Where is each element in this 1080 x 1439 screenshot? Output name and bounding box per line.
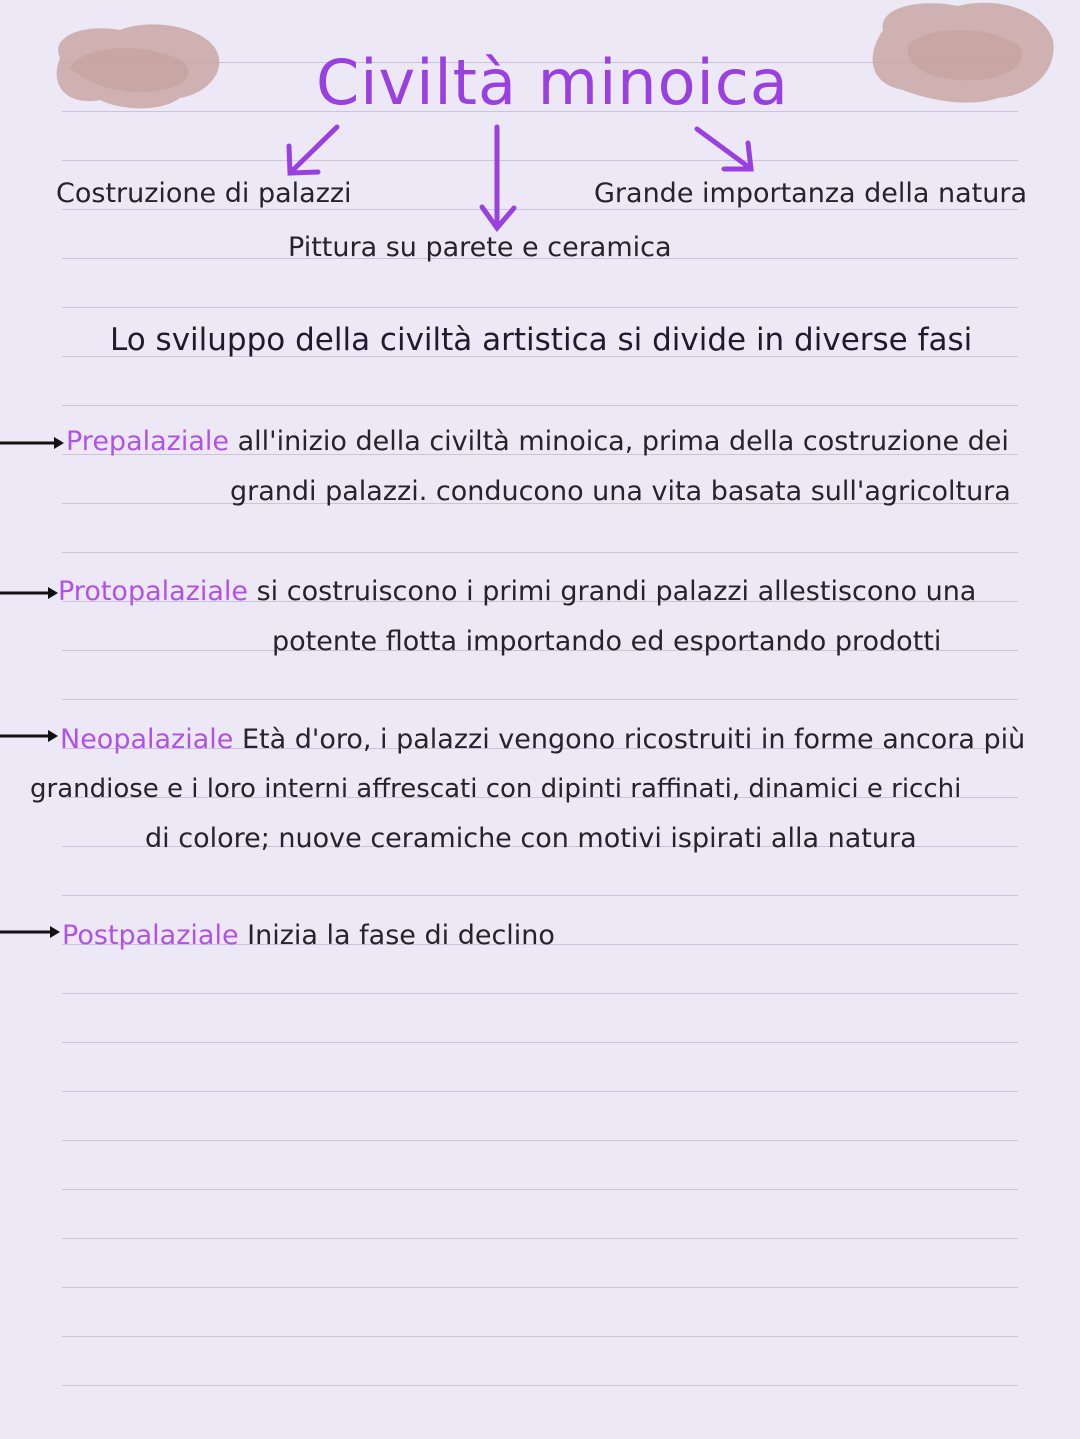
rule-line xyxy=(62,405,1018,406)
phase-name: Prepalaziale xyxy=(66,426,229,457)
phase-text: si costruiscono i primi grandi palazzi allestiscono una xyxy=(256,576,977,607)
phase-postpalaziale-line-1 xyxy=(62,920,555,951)
bullet-arrow-icon xyxy=(0,922,62,942)
phase-name: Protopalaziale xyxy=(58,576,249,607)
bullet-arrow-icon xyxy=(0,433,66,453)
phase-protopalaziale-line-1 xyxy=(58,576,976,607)
page-title: Civiltà minoica xyxy=(316,46,789,119)
arrow-down-icon xyxy=(482,127,514,228)
bullet-arrow-icon xyxy=(0,726,60,746)
branch-right-label: Grande importanza della natura xyxy=(594,178,1028,209)
phase-name: Postpalaziale xyxy=(62,920,239,951)
arrow-left-icon xyxy=(289,127,337,173)
phase-neopalaziale-line-3: di colore; nuove ceramiche con motivi ispirati alla natura xyxy=(145,823,917,854)
arrow-right-icon xyxy=(697,129,751,169)
branch-left-label: Costruzione di palazzi xyxy=(56,178,352,209)
rule-line xyxy=(62,1385,1018,1386)
intro-sentence: Lo sviluppo della civiltà artistica si divide in diverse fasi xyxy=(110,322,973,358)
phase-neopalaziale-line-1 xyxy=(60,724,1025,755)
branch-middle-label: Pittura su parete e ceramica xyxy=(288,232,672,263)
phase-prepalaziale-line-1 xyxy=(66,426,1009,457)
rule-line xyxy=(62,1140,1018,1141)
rule-line xyxy=(62,1042,1018,1043)
phase-prepalaziale-line-2: grandi palazzi. conducono una vita basata sull'agricoltura xyxy=(230,476,1011,507)
rule-line xyxy=(62,1336,1018,1337)
rule-line xyxy=(62,552,1018,553)
rule-line xyxy=(62,895,1018,896)
phase-neopalaziale-line-2: grandiose e i loro interni affrescati con dipinti raffinati, dinamici e ricchi xyxy=(30,774,962,804)
phase-name: Neopalaziale xyxy=(60,724,234,755)
branch-arrows xyxy=(0,0,1080,260)
phase-text: all'inizio della civiltà minoica, prima della costruzione dei xyxy=(237,426,1009,457)
rule-line xyxy=(62,699,1018,700)
rule-line xyxy=(62,1091,1018,1092)
rule-line xyxy=(62,307,1018,308)
phase-text: Inizia la fase di declino xyxy=(247,920,555,951)
rule-line xyxy=(62,1287,1018,1288)
phase-text: Età d'oro, i palazzi vengono ricostruiti in forme ancora più xyxy=(241,724,1026,755)
phase-protopalaziale-line-2: potente flotta importando ed esportando prodotti xyxy=(272,626,942,657)
rule-line xyxy=(62,1238,1018,1239)
rule-line xyxy=(62,993,1018,994)
rule-line xyxy=(62,1189,1018,1190)
bullet-arrow-icon xyxy=(0,583,60,603)
